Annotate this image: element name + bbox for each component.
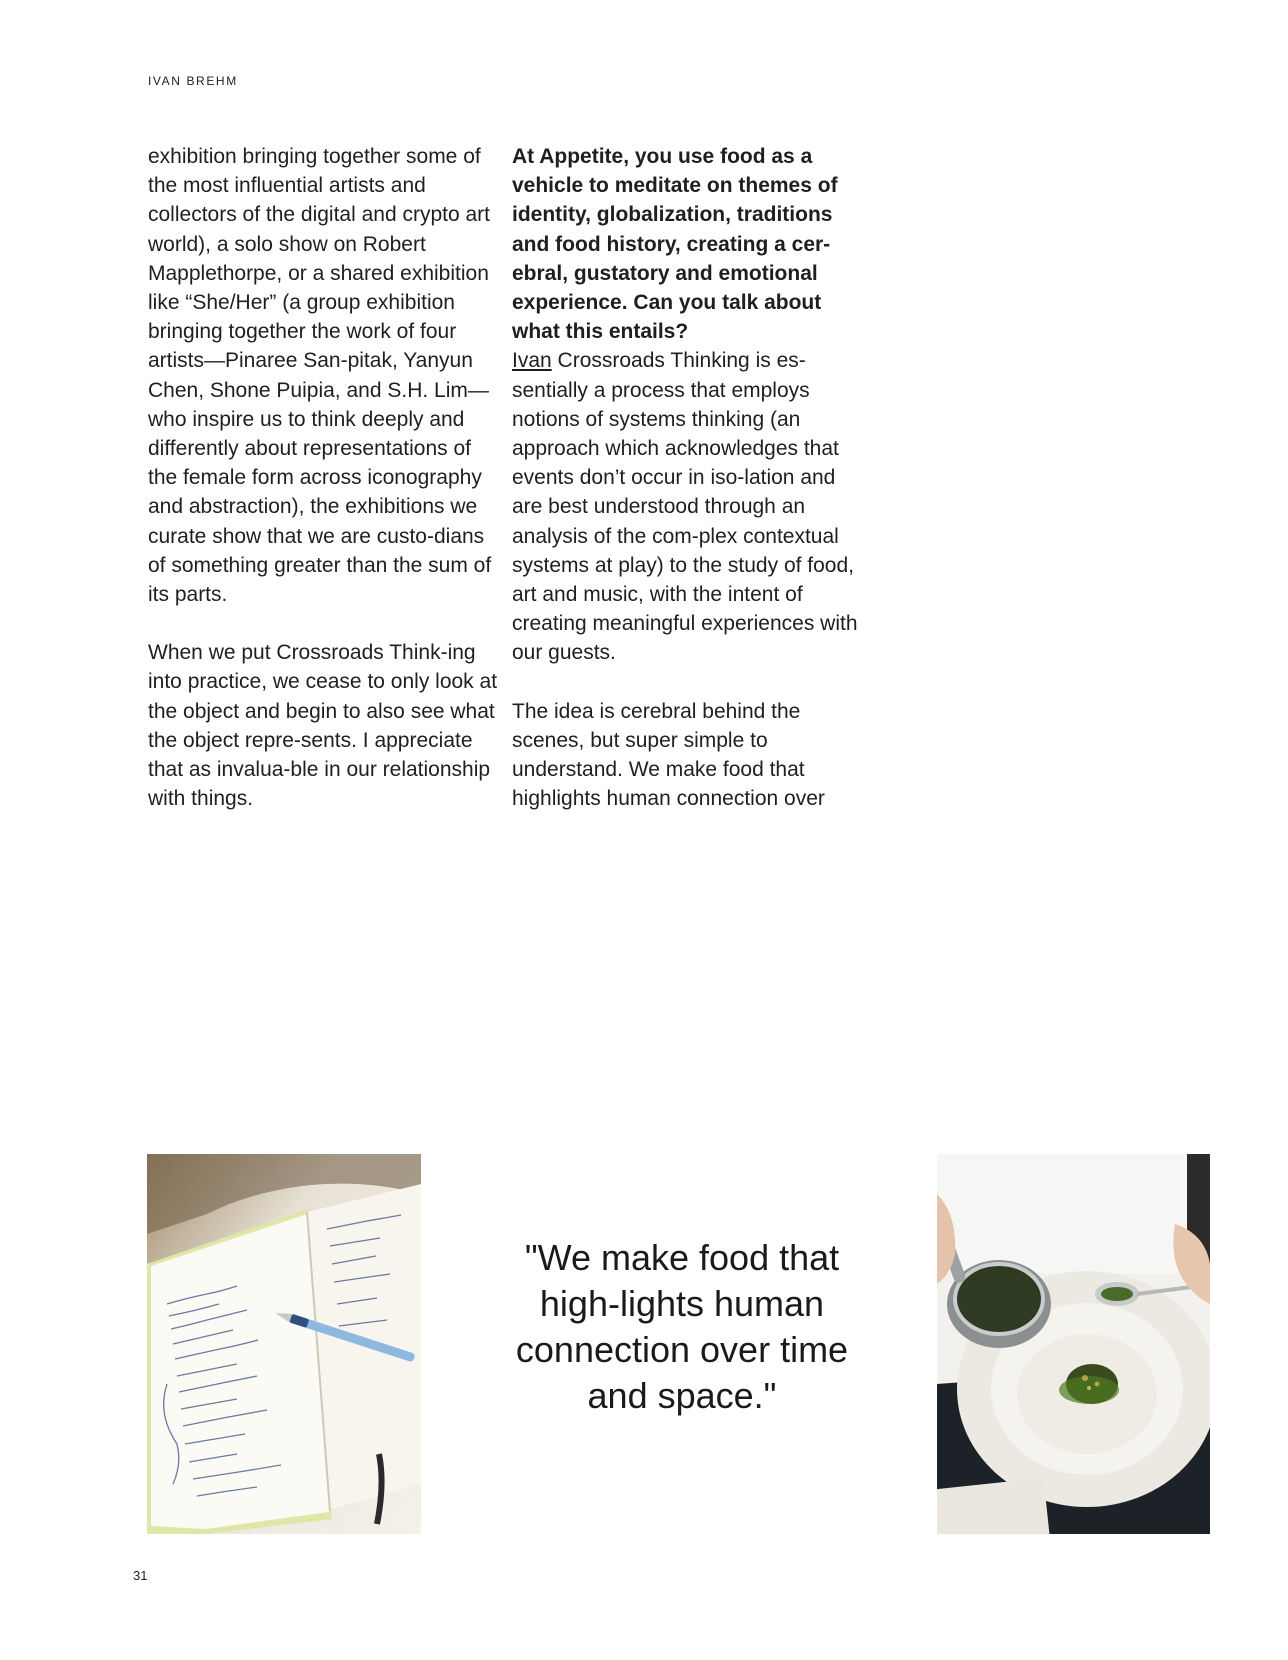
body-paragraph: When we put Crossroads Think-ing into practice, we cease to only look at the object and begin to also see what the object repre-sents. I appreciate that as invalua-ble in our relationship with things.	[148, 641, 498, 811]
answer-text: Crossroads Thinking is es-sentially a process that employs notions of systems thinking (an approach which acknowledges that events don’t occur in iso-lation and are best understood through an analysis of the com-plex contextual systems at play) to the study of food, art and music, with the intent of creating meaningful experiences with our guests.	[512, 349, 858, 665]
body-paragraph: The idea is cerebral behind the scenes, but super simple to understand. We make food that highlights human connection over	[512, 699, 825, 811]
plating-illustration	[937, 1154, 1210, 1534]
page-number: 31	[133, 1568, 148, 1583]
body-paragraph: exhibition bringing together some of the most influential artists and collectors of the digital and crypto art world), a solo show on Robert Mapplethorpe, or a shared exhibition like “She/Her” (a group exhibition bringing together the work of four artists—Pinaree San-pitak, Yanyun Chen, Shone Puipia, and S.H. Lim—who inspire us to think deeply and differently about representations of the female form across iconography and abstraction), the exhibitions we curate show that we are custo-dians of something greater than the sum of its parts.	[148, 145, 492, 607]
interview-question: At Appetite, you use food as a vehicle to meditate on themes of identity, globalization, traditions and food history, creating a cer-ebral, gustatory and emotional experience. Can you talk about what this entails?	[512, 145, 838, 344]
notebook-photo	[147, 1154, 421, 1534]
food-plating-photo	[937, 1154, 1210, 1534]
interview-answer	[512, 346, 864, 667]
left-text-column	[148, 142, 498, 813]
pull-quote: "We make food that high-lights human connection over time and space."	[515, 1237, 849, 1416]
running-header: IVAN BREHM	[148, 74, 238, 88]
notebook-illustration	[147, 1154, 421, 1534]
answer-speaker: Ivan	[512, 349, 552, 373]
right-text-column	[512, 142, 864, 813]
